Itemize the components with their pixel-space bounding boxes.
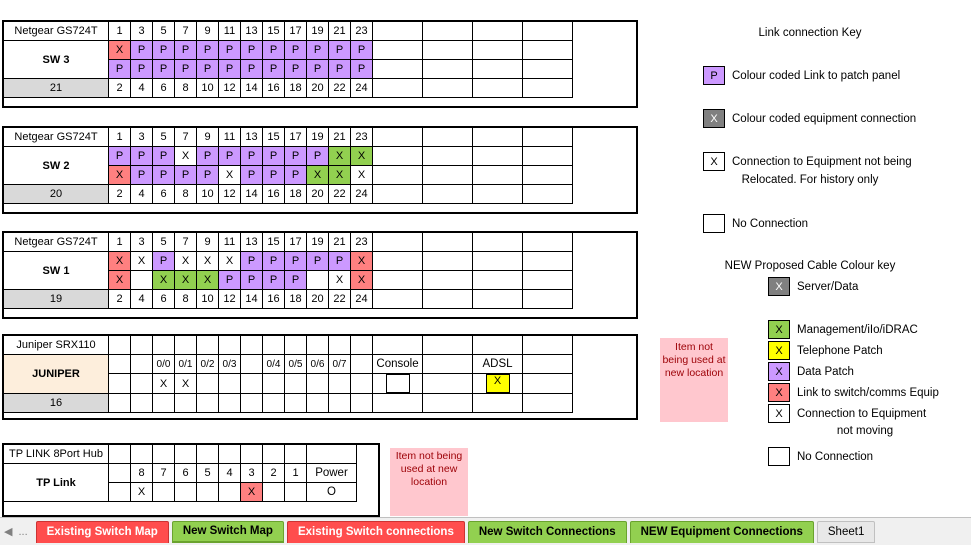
tplink-port-cell[interactable]	[263, 483, 285, 502]
sw3-odd-port: 21	[329, 22, 351, 41]
link-key-label-history: Relocated. For history only	[741, 174, 879, 186]
sw1-odd-port: 11	[219, 233, 241, 252]
sw2-bottom-cell[interactable]: P	[263, 166, 285, 185]
sw3-odd-port: 13	[241, 22, 263, 41]
sw1-even-port: 22	[329, 290, 351, 309]
sw3-top-cell[interactable]: X	[109, 41, 131, 60]
sw2-bottom-cell[interactable]: X	[329, 166, 351, 185]
cable-key-row-management	[768, 320, 918, 339]
tplink-port-label: 1	[285, 464, 307, 483]
sw1-odd-port: 7	[175, 233, 197, 252]
tplink-model: TP LINK 8Port Hub	[4, 445, 109, 464]
link-key-label: Colour coded equipment connection	[732, 112, 917, 125]
sw1-odd-port: 15	[263, 233, 285, 252]
juniper-port-label: 0/7	[329, 355, 351, 374]
sw3-odd-port: 9	[197, 22, 219, 41]
juniper-port-label: 0/0	[153, 355, 175, 374]
juniper-port-cell[interactable]	[329, 374, 351, 394]
juniper-console-cell[interactable]	[386, 374, 410, 393]
sw3-bottom-cell[interactable]: P	[153, 60, 175, 79]
juniper-adsl-label: ADSL	[473, 355, 523, 374]
not-moving-swatch: X	[768, 404, 790, 423]
sw1-even-port: 6	[153, 290, 175, 309]
sw3-even-port: 6	[153, 79, 175, 98]
sw3-bottom-cell[interactable]: P	[263, 60, 285, 79]
nav-overflow-icon[interactable]: ...	[18, 525, 28, 538]
sw1-top-cell[interactable]: P	[241, 252, 263, 271]
tplink-port-label: 5	[197, 464, 219, 483]
sw2-even-port: 10	[197, 185, 219, 204]
tab-new-switch-connections[interactable]: New Switch Connections	[468, 521, 627, 543]
no-connection-swatch	[703, 214, 725, 233]
sw1-bottom-cell[interactable]: X	[329, 271, 351, 290]
sw1-odd-port: 3	[131, 233, 153, 252]
cable-key-label: No Connection	[797, 450, 874, 463]
tplink-port-cell[interactable]	[285, 483, 307, 502]
sw1-name: SW 1	[4, 252, 109, 290]
sw1-odd-port: 13	[241, 233, 263, 252]
not-relocated-swatch: X	[703, 152, 725, 171]
sw3-bottom-cell[interactable]: P	[241, 60, 263, 79]
sw1-number: 19	[4, 290, 109, 309]
sw3-odd-port: 1	[109, 22, 131, 41]
sw3-even-port: 16	[263, 79, 285, 98]
sw3-bottom-cell[interactable]: P	[109, 60, 131, 79]
sw2-bottom-cell[interactable]: P	[241, 166, 263, 185]
sw1-even-port: 10	[197, 290, 219, 309]
sw1-even-port: 12	[219, 290, 241, 309]
sw2-bottom-cell[interactable]: P	[197, 166, 219, 185]
data-patch-swatch: X	[768, 362, 790, 381]
sw2-even-port: 18	[285, 185, 307, 204]
sheet-tab-bar[interactable]	[0, 517, 971, 545]
link-key-row-patch	[703, 66, 900, 85]
sw3-even-port: 22	[329, 79, 351, 98]
sw3-odd-port: 3	[131, 22, 153, 41]
sw2-odd-port: 13	[241, 128, 263, 147]
sw3-even-port: 24	[351, 79, 373, 98]
sw1-top-cell[interactable]: P	[263, 252, 285, 271]
tplink-port-cell[interactable]: X	[131, 483, 153, 502]
sw2-top-cell[interactable]: P	[153, 147, 175, 166]
sw1-top-cell[interactable]: P	[285, 252, 307, 271]
sw2-bottom-cell[interactable]: X	[109, 166, 131, 185]
no-connection-swatch-2	[768, 447, 790, 466]
sw2-top-cell[interactable]: P	[241, 147, 263, 166]
sw1-bottom-cell[interactable]: X	[351, 271, 373, 290]
sw3-bottom-cell[interactable]: P	[131, 60, 153, 79]
sw3-odd-port: 5	[153, 22, 175, 41]
cable-key-row-data-patch	[768, 362, 854, 381]
cable-key-label: Telephone Patch	[797, 344, 883, 357]
sw1-odd-port: 9	[197, 233, 219, 252]
sw1-bottom-cell[interactable]: X	[153, 271, 175, 290]
sw2-odd-port: 5	[153, 128, 175, 147]
sw2-odd-port: 15	[263, 128, 285, 147]
sw1-top-cell[interactable]: X	[109, 252, 131, 271]
sw2-even-port: 14	[241, 185, 263, 204]
switch-block-sw3[interactable]	[3, 21, 573, 98]
sw3-top-cell[interactable]: P	[307, 41, 329, 60]
cable-key-title: NEW Proposed Cable Colour key	[724, 260, 896, 272]
management-swatch: X	[768, 320, 790, 339]
sw1-top-cell[interactable]: X	[351, 252, 373, 271]
tplink-port-label: 7	[153, 464, 175, 483]
juniper-model: Juniper SRX110	[4, 336, 109, 355]
sw3-top-cell[interactable]: P	[219, 41, 241, 60]
juniper-relocation-note: Item not being used at new location	[660, 338, 728, 422]
sw1-odd-port: 5	[153, 233, 175, 252]
nav-prev-icon[interactable]: ◀	[4, 526, 13, 538]
juniper-port-cell[interactable]	[263, 374, 285, 394]
juniper-port-cell[interactable]: X	[153, 374, 175, 394]
cable-key-label: Management/iIo/iDRAC	[797, 323, 918, 336]
tplink-port-label: 8	[131, 464, 153, 483]
sw1-top-cell[interactable]: P	[307, 252, 329, 271]
sw2-top-cell[interactable]: P	[197, 147, 219, 166]
sw2-odd-port: 19	[307, 128, 329, 147]
tplink-port-cell[interactable]	[153, 483, 175, 502]
sw1-bottom-cell[interactable]: X	[109, 271, 131, 290]
sw2-bottom-cell[interactable]: P	[285, 166, 307, 185]
sw2-top-cell[interactable]: P	[285, 147, 307, 166]
sw3-top-cell[interactable]: P	[241, 41, 263, 60]
cable-key-label: Link to switch/comms Equip	[797, 386, 939, 399]
juniper-port-label: 0/5	[285, 355, 307, 374]
sw1-even-port: 16	[263, 290, 285, 309]
link-key-label: No Connection	[732, 217, 809, 230]
sw3-bottom-cell[interactable]: P	[285, 60, 307, 79]
sw2-even-port: 12	[219, 185, 241, 204]
sw1-even-port: 18	[285, 290, 307, 309]
tab-new-switch-map[interactable]: New Switch Map	[172, 521, 284, 543]
sw2-even-port: 16	[263, 185, 285, 204]
sw1-top-cell[interactable]: X	[219, 252, 241, 271]
tab-existing-switch-map[interactable]: Existing Switch Map	[36, 521, 169, 543]
juniper-port-cell[interactable]: X	[175, 374, 197, 394]
juniper-port-label: 0/4	[263, 355, 285, 374]
sw3-even-port: 20	[307, 79, 329, 98]
sw2-odd-port: 3	[131, 128, 153, 147]
link-key-row-not-relocated	[703, 152, 912, 171]
tplink-port-label: 3	[241, 464, 263, 483]
sw1-bottom-cell[interactable]: P	[263, 271, 285, 290]
sheet-nav-buttons[interactable]	[4, 525, 36, 538]
tplink-power-label: Power	[307, 464, 357, 483]
sw2-even-port: 6	[153, 185, 175, 204]
cable-key-row-server	[768, 277, 858, 296]
sw2-top-cell[interactable]: P	[131, 147, 153, 166]
juniper-port-cell[interactable]	[285, 374, 307, 394]
tplink-name: TP Link	[4, 464, 109, 502]
juniper-port-label: 0/2	[197, 355, 219, 374]
juniper-adsl-cell[interactable]: X	[486, 374, 510, 393]
tab-sheet1[interactable]: Sheet1	[817, 521, 875, 543]
sw2-odd-port: 23	[351, 128, 373, 147]
sw3-even-port: 4	[131, 79, 153, 98]
tplink-relocation-note: Item not being used at new location	[390, 448, 468, 516]
sw2-bottom-cell[interactable]: X	[219, 166, 241, 185]
sw3-top-cell[interactable]: P	[197, 41, 219, 60]
sw1-top-cell[interactable]: X	[175, 252, 197, 271]
sw3-odd-port: 7	[175, 22, 197, 41]
tplink-block[interactable]	[3, 444, 357, 502]
sw3-even-port: 12	[219, 79, 241, 98]
sw2-odd-port: 17	[285, 128, 307, 147]
sw3-top-cell[interactable]: P	[263, 41, 285, 60]
tplink-port-cell[interactable]: X	[241, 483, 263, 502]
sw2-even-port: 22	[329, 185, 351, 204]
link-key-row-no-connection	[703, 214, 808, 233]
cable-key-row-link-switch	[768, 383, 939, 402]
sw2-bottom-cell[interactable]: P	[131, 166, 153, 185]
cable-key-row-no-connection	[768, 447, 873, 466]
sw3-bottom-cell[interactable]: P	[329, 60, 351, 79]
sw1-odd-port: 23	[351, 233, 373, 252]
sw3-top-cell[interactable]: P	[153, 41, 175, 60]
sw3-top-cell[interactable]: P	[329, 41, 351, 60]
sw1-bottom-cell[interactable]: P	[241, 271, 263, 290]
sw1-bottom-cell[interactable]: P	[219, 271, 241, 290]
sw1-odd-port: 17	[285, 233, 307, 252]
sw2-model: Netgear GS724T	[4, 128, 109, 147]
sw2-even-port: 8	[175, 185, 197, 204]
sw2-odd-port: 1	[109, 128, 131, 147]
tab-new-equipment-connections[interactable]: NEW Equipment Connections	[630, 521, 814, 543]
sw2-top-cell[interactable]: X	[351, 147, 373, 166]
sw3-even-port: 18	[285, 79, 307, 98]
sw3-even-port: 10	[197, 79, 219, 98]
sw3-top-cell[interactable]: P	[285, 41, 307, 60]
sw1-model: Netgear GS724T	[4, 233, 109, 252]
link-key-row-equipment	[703, 109, 916, 128]
sw1-bottom-cell[interactable]	[307, 271, 329, 290]
sw1-even-port: 2	[109, 290, 131, 309]
server-swatch: X	[768, 277, 790, 296]
juniper-port-cell[interactable]	[197, 374, 219, 394]
cable-key-row-not-moving	[768, 404, 926, 423]
juniper-port-label: 0/6	[307, 355, 329, 374]
tplink-port-label: 6	[175, 464, 197, 483]
sw3-odd-port: 19	[307, 22, 329, 41]
link-key-label: Colour coded Link to patch panel	[732, 69, 901, 82]
sw2-bottom-cell[interactable]: X	[307, 166, 329, 185]
sw1-top-cell[interactable]: P	[329, 252, 351, 271]
sw1-odd-port: 1	[109, 233, 131, 252]
tplink-power-value: O	[307, 483, 357, 502]
sw3-odd-port: 17	[285, 22, 307, 41]
cable-key-label: Data Patch	[797, 365, 854, 378]
sw1-bottom-cell[interactable]: X	[197, 271, 219, 290]
sw2-bottom-cell[interactable]: P	[153, 166, 175, 185]
juniper-port-label: 0/1	[175, 355, 197, 374]
telephone-swatch: X	[768, 341, 790, 360]
sw2-even-port: 4	[131, 185, 153, 204]
sw1-bottom-cell[interactable]: P	[285, 271, 307, 290]
sw3-bottom-cell[interactable]: P	[307, 60, 329, 79]
sw2-top-cell[interactable]: P	[263, 147, 285, 166]
sw3-odd-port: 11	[219, 22, 241, 41]
sw2-odd-port: 11	[219, 128, 241, 147]
sw2-odd-port: 9	[197, 128, 219, 147]
tplink-port-label: 2	[263, 464, 285, 483]
sw2-even-port: 20	[307, 185, 329, 204]
cable-key-row-telephone	[768, 341, 883, 360]
sw3-number: 21	[4, 79, 109, 98]
sw1-top-cell[interactable]: X	[131, 252, 153, 271]
tab-existing-switch-connections[interactable]: Existing Switch connections	[287, 521, 465, 543]
sw1-even-port: 4	[131, 290, 153, 309]
sw3-bottom-cell[interactable]: P	[351, 60, 373, 79]
sw2-name: SW 2	[4, 147, 109, 185]
sw3-top-cell[interactable]: P	[351, 41, 373, 60]
sw2-even-port: 24	[351, 185, 373, 204]
sw3-bottom-cell[interactable]: P	[175, 60, 197, 79]
sw3-odd-port: 23	[351, 22, 373, 41]
sw1-bottom-cell[interactable]: X	[175, 271, 197, 290]
sw2-top-cell[interactable]: P	[219, 147, 241, 166]
sw3-bottom-cell[interactable]: P	[197, 60, 219, 79]
sw3-bottom-cell[interactable]: P	[219, 60, 241, 79]
cable-key-label: Connection to Equipment	[797, 407, 927, 420]
cable-key-label: Server/Data	[797, 280, 859, 293]
patch-swatch: P	[703, 66, 725, 85]
sw1-bottom-cell[interactable]	[131, 271, 153, 290]
sw2-bottom-cell[interactable]: P	[175, 166, 197, 185]
sw2-top-cell[interactable]: P	[109, 147, 131, 166]
sw1-odd-port: 21	[329, 233, 351, 252]
link-key-label: Connection to Equipment not being	[732, 155, 912, 168]
sw1-top-cell[interactable]: X	[197, 252, 219, 271]
sw1-odd-port: 19	[307, 233, 329, 252]
switch-block-sw2[interactable]	[3, 127, 573, 204]
sw3-odd-port: 15	[263, 22, 285, 41]
sw1-top-cell[interactable]: P	[153, 252, 175, 271]
sw3-even-port: 2	[109, 79, 131, 98]
sw3-name: SW 3	[4, 41, 109, 79]
sw3-even-port: 14	[241, 79, 263, 98]
tplink-port-cell[interactable]	[197, 483, 219, 502]
sw3-model: Netgear GS724T	[4, 22, 109, 41]
juniper-number: 16	[4, 394, 109, 413]
sw3-even-port: 8	[175, 79, 197, 98]
sw2-number: 20	[4, 185, 109, 204]
equipment-swatch: X	[703, 109, 725, 128]
sw2-top-cell[interactable]: P	[307, 147, 329, 166]
sw1-even-port: 24	[351, 290, 373, 309]
sw3-top-cell[interactable]: P	[131, 41, 153, 60]
juniper-block[interactable]	[3, 335, 573, 413]
cable-key-label-not-moving2: not moving	[836, 425, 894, 437]
sw1-even-port: 20	[307, 290, 329, 309]
tplink-port-label: 4	[219, 464, 241, 483]
sw2-odd-port: 21	[329, 128, 351, 147]
sw1-even-port: 14	[241, 290, 263, 309]
sw2-top-cell[interactable]: X	[175, 147, 197, 166]
juniper-port-cell[interactable]	[307, 374, 329, 394]
sw2-top-cell[interactable]: X	[329, 147, 351, 166]
juniper-console-label: Console	[373, 355, 423, 374]
sw1-even-port: 8	[175, 290, 197, 309]
sw2-even-port: 2	[109, 185, 131, 204]
link-switch-swatch: X	[768, 383, 790, 402]
tplink-port-cell[interactable]	[219, 483, 241, 502]
switch-block-sw1[interactable]	[3, 232, 573, 309]
juniper-name: JUNIPER	[4, 355, 109, 394]
tplink-port-cell[interactable]	[175, 483, 197, 502]
juniper-port-cell[interactable]	[219, 374, 241, 394]
juniper-port-label: 0/3	[219, 355, 241, 374]
sw2-odd-port: 7	[175, 128, 197, 147]
sw3-top-cell[interactable]: P	[175, 41, 197, 60]
sw2-bottom-cell[interactable]: X	[351, 166, 373, 185]
link-key-title: Link connection Key	[758, 27, 862, 39]
